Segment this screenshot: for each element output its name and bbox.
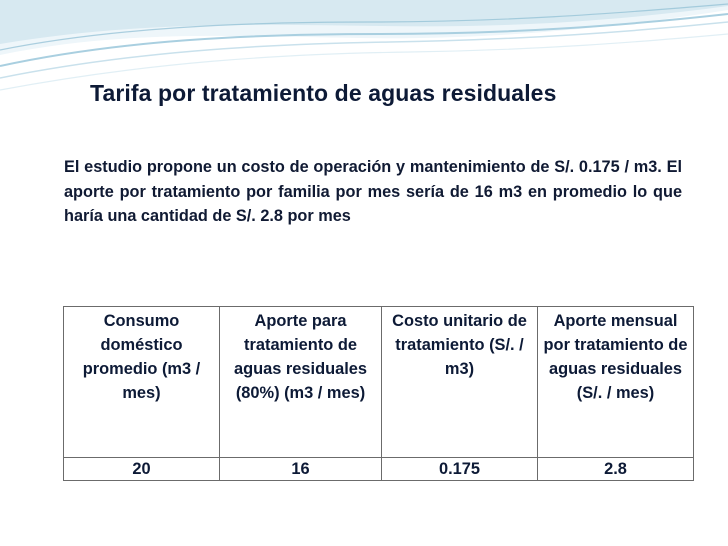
- value-cell-aporte-tratamiento: 16: [220, 458, 382, 481]
- value-cell-aporte-mensual: 2.8: [538, 458, 694, 481]
- header-cell-consumo: Consumo doméstico promedio (m3 / mes): [64, 307, 220, 458]
- table-row: [64, 458, 694, 481]
- slide-title: Tarifa por tratamiento de aguas residuales: [90, 80, 557, 106]
- header-cell-aporte-mensual: Aporte mensual por tratamiento de aguas residuales (S/. / mes): [538, 307, 694, 458]
- tariff-table: [63, 306, 694, 481]
- value-cell-costo-unitario: 0.175: [382, 458, 538, 481]
- table-header-row: [64, 307, 694, 458]
- description-paragraph: El estudio propone un costo de operación y mantenimiento de S/. 0.175 / m3. El aporte por tratamiento por familia por mes sería de 16 m3 en promedio lo que haría una cantidad de S/. 2.8 por mes: [64, 158, 682, 226]
- value-cell-consumo: 20: [64, 458, 220, 481]
- header-cell-aporte-tratamiento: Aporte para tratamiento de aguas residuales (80%) (m3 / mes): [220, 307, 382, 458]
- header-cell-costo-unitario: Costo unitario de tratamiento (S/. / m3): [382, 307, 538, 458]
